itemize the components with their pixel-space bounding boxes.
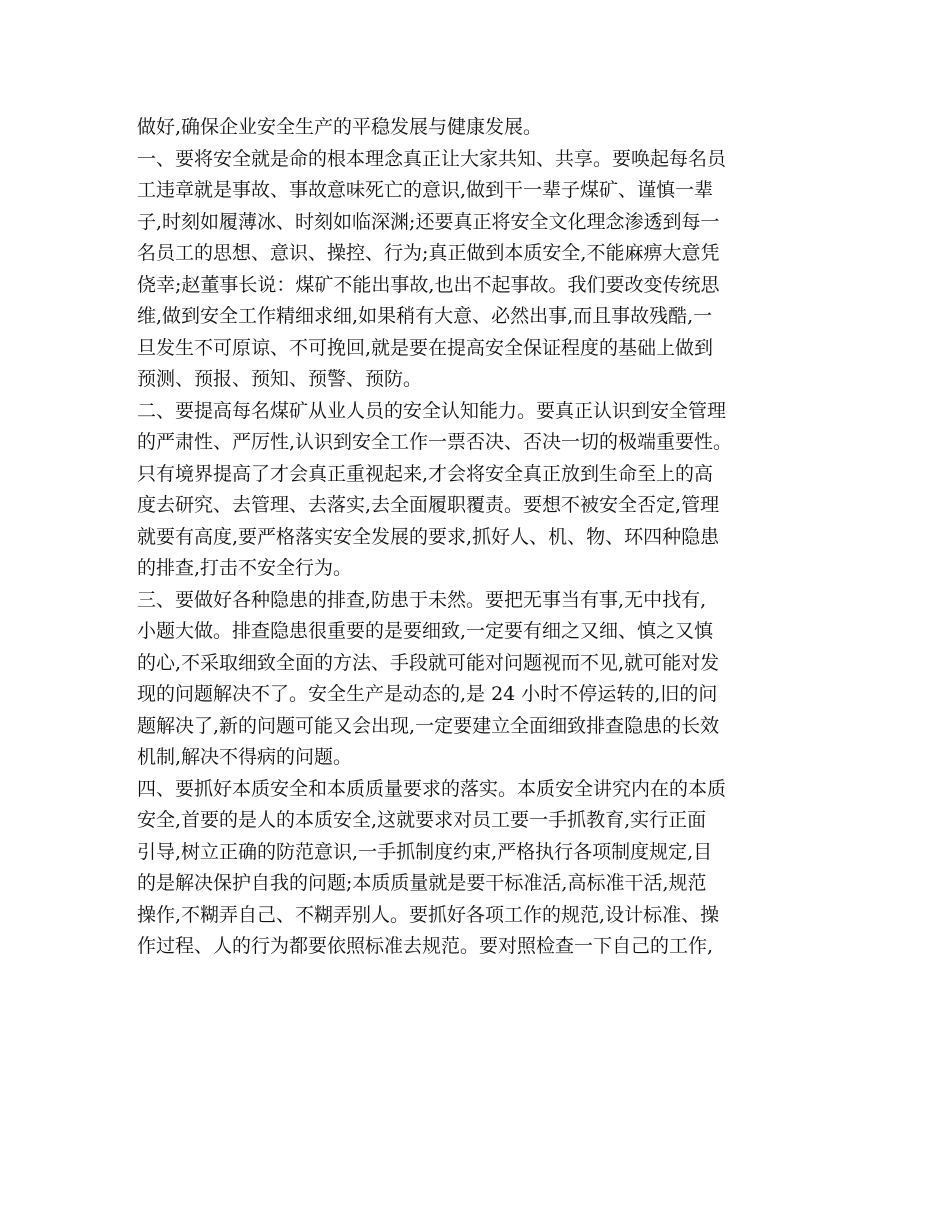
text-line: 维,做到安全工作精细求细,如果稍有大意、必然出事,而且事故残酷,一: [137, 305, 713, 327]
text-line: 侥幸;赵董事长说：煤矿不能出事故,也出不起事故。我们要改变传统思: [137, 273, 720, 296]
text-line: 引导,树立正确的防范意识,一手抓制度约束,严格执行各项制度规定,目: [137, 840, 713, 863]
text-line: 子,时刻如履薄冰、时刻如临深渊;还要真正将安全文化理念渗透到每一: [137, 210, 720, 233]
text-line: 度去研究、去管理、去落实,去全面履职覆责。要想不被安全否定,管理: [137, 494, 720, 516]
text-line: 操作,不糊弄自己、不糊弄别人。要抓好各项工作的规范,设计标准、操: [137, 903, 720, 926]
text-line: 就要有高度,要严格落实安全发展的要求,抓好人、机、物、环四种隐患: [137, 525, 720, 548]
text-line: 现的问题解决不了。安全生产是动态的,是 24 小时不停运转的,旧的问: [137, 683, 718, 705]
text-line: 一、要将安全就是命的根本理念真正让大家共知、共享。要唤起每名员: [137, 147, 727, 170]
text-line: 小题大做。排查隐患很重要的是要细致,一定要有细之又细、慎之又慎: [137, 620, 714, 642]
text-line: 机制,解决不得病的问题。: [137, 746, 353, 768]
text-line: 工违章就是事故、事故意味死亡的意识,做到干一辈子煤矿、谨慎一辈: [137, 179, 714, 201]
text-line: 的排查,打击不安全行为。: [137, 557, 353, 579]
text-line: 只有境界提高了才会真正重视起来,才会将安全真正放到生命至上的高: [137, 462, 714, 485]
text-line: 预测、预报、预知、预警、预防。: [137, 368, 423, 390]
text-line: 做好,确保企业安全生产的平稳发展与健康发展。: [137, 116, 543, 138]
text-line: 的严肃性、严厉性,认识到安全工作一票否决、否决一切的极端重要性。: [137, 431, 733, 453]
text-line: 二、要提高每名煤矿从业人员的安全认知能力。要真正认识到安全管理: [137, 399, 727, 422]
text-line: 名员工的思想、意识、操控、行为;真正做到本质安全,不能麻痹大意凭: [137, 242, 720, 264]
text-line: 安全,首要的是人的本质安全,这就要求对员工要一手抓教育,实行正面: [137, 809, 707, 831]
text-line: 题解决了,新的问题可能又会出现,一定要建立全面细致排查隐患的长效: [137, 714, 720, 737]
text-line: 三、要做好各种隐患的排查,防患于未然。要把无事当有事,无中找有,: [137, 588, 707, 611]
text-line: 四、要抓好本质安全和本质质量要求的落实。本质安全讲究内在的本质: [137, 777, 727, 800]
text-line: 旦发生不可原谅、不可挽回,就是要在提高安全保证程度的基础上做到: [137, 336, 714, 359]
text-line: 作过程、人的行为都要依照标准去规范。要对照检查一下自己的工作,: [137, 935, 714, 957]
text-line: 的心,不采取细致全面的方法、手段就可能对问题视而不见,就可能对发: [137, 651, 720, 674]
text-line: 的是解决保护自我的问题;本质质量就是要干标准活,高标准干活,规范: [137, 872, 707, 894]
document-body: [137, 112, 817, 963]
